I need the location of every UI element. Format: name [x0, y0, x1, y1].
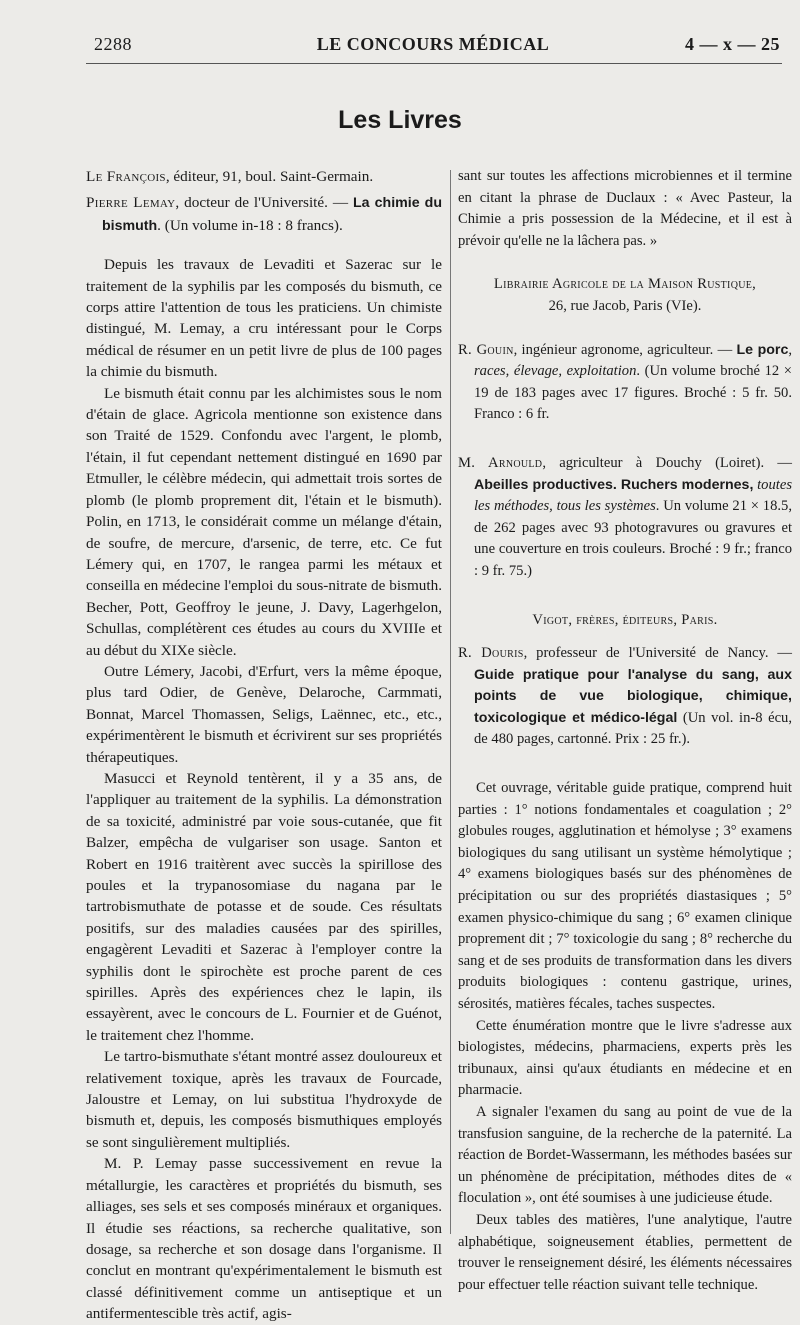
publisher-address: , éditeur, 91, boul. Saint-Germain.: [165, 168, 374, 185]
paragraph: M. P. Lemay passe successivement en revue la métallurgie, les caractères et propriétés du bismuth, ses alliages, ses sels et ses composés minéraux et organiques. Il étudie ses réactions, sa recherche qualitative, son dosage, sa recherche et son dosage dans l'organisme. Il conclut en montrant qu'expérimentalement le bismuth est classé définitivement comme un antiseptique et un antifermentescible très actif, agis-: [86, 1155, 442, 1323]
paragraph-continuation: sant sur toutes les affections microbiennes et il termine en citant la phrase de Duclaux : « Avec Pasteur, la Chimie a pris possession de la Médecine, et il est à prévoir qu'elle ne la lâchera pas. »: [458, 168, 792, 249]
paragraph: Depuis les travaux de Levaditi et Sazerac sur le traitement de la syphilis par les composés du bismuth, ce corps attire l'attention de tous les praticiens. Un chimiste distingué, M. Lemay, a cru intéressant pour le Corps médical de résumer en un petit livre de plus de 100 pages la chimie du bismuth.: [86, 256, 442, 381]
running-head: [86, 34, 780, 60]
paragraph: A signaler l'examen du sang au point de vue de la transfusion sanguine, de la recherche de la paternité. La réaction de Bordet-Wassermann, les méthodes basées sur un phénomène de précipitation, méthodes dites de « floculation », ont été soumises à une judicieuse étude.: [458, 1103, 792, 1207]
paragraph: Le bismuth était connu par les alchimistes sous le nom d'étain de glace. Agricola mentionne son existence dans son Traité de 1529. Confondu avec l'argent, le plomb, l'étain, il fut cependant nettement distingué en 1690 par Etmuller, le célèbre médecin, qui admettait trois sortes de plomb (le plomb proprement dit, l'étain et le bismuth). Polin, en 1713, le considérait comme un mélange d'étain, de soufre, de mercure, d'arsenic, de terre, etc. Ce fut Lémery qui, en 1707, le rangea parmi les métaux et conseilla en médecine l'emploi du sous-nitrate de bismuth. Becher, Pott, Geoffroy le jeune, J. Davy, Lagerhgelon, Schullas, complétèrent ces études au cours du XVIIIe et au début du XIXe siècle.: [86, 384, 442, 659]
paragraph: Le tartro-bismuthate s'étant montré assez douloureux et relativement toxique, après les travaux de Fourcade, Jaloustre et Lemay, on lui substitua l'hydroxyde de bismuth et, depuis, les composés bismuthiques employés se sont singulièrement multipliés.: [86, 1048, 442, 1151]
book-entry-porc: R. Gouin, ingénieur agronome, agriculteur. — Le porc, races, élevage, exploitation. (Un volume broché 12 × 19 de 183 pages avec 17 figures. Broché : 5 fr. 50. Franco : 6 fr.: [458, 341, 792, 423]
book-title: Guide pratique pour l'analyse du sang, aux points de vue biologique, chimique, toxicologique et médico-légal: [474, 666, 792, 726]
book-author-desc: , professeur de l'Université de Nancy. —: [523, 645, 792, 662]
journal-title: LE CONCOURS MÉDICAL: [316, 34, 550, 54]
book-details: . (Un volume broché 12 × 19 de 183 pages avec 17 figures. Broché : 5 fr. 50. Franco : 6 fr.: [474, 363, 792, 423]
book-details: . (Un volume in-18 : 8 francs).: [157, 216, 343, 234]
column-divider: [450, 170, 451, 1234]
header-rule: [86, 63, 782, 64]
book-entry-analyse-sang: [458, 643, 792, 751]
page-number: 2288: [94, 34, 132, 54]
book-details: . Un volume 21 × 18.5, de 262 pages avec 93 photogravures ou gravures et une couverture en trois couleurs. Broché : 9 fr.; franco : 9 fr. 75.): [474, 498, 792, 579]
paragraph: Cet ouvrage, véritable guide pratique, comprend huit parties : 1° notions fondamentales et coagulation ; 2° globules rouges, agglutination et hémolyse ; 3° examens biologiques du sang utilisant un système hémolytique ; 4° examens biologiques basés sur des phénomènes de précipitation ou sur des propriétés diastasiques ; 5° examen physico-chimique du sang ; 6° examen clinique proprement dit ; 7° toxicologie du sang ; 8° recherche du sang et de ses produits de transformation dans les divers produits biologiques : contenu gastrique, urines, sérosités, matières fécales, taches suspectes.: [458, 780, 792, 1012]
book-author-desc: , ingénieur agronome, agriculteur. —: [513, 341, 737, 358]
book-title: La chimie du bismuth: [102, 195, 442, 234]
left-column: [86, 166, 442, 1325]
book-subtitle: races, élevage, exploitation: [474, 363, 637, 380]
paragraph: Masucci et Reynold tentèrent, il y a 35 ans, de l'appliquer au traitement de la syphilis. La démonstration de sa toxicité, administré par voie sous-cutanée, que fit Balzer, empêcha de vulgariser son usage. Santon et Robert en 1916 traitèrent avec succès la spirillose des poules et la trypanosomiase du nagana par le tartrobismuthate de potasse et de soude. Ces résultats positifs, sur des maladies causées par des spirilles, engagèrent Levaditi et Sazerac à l'employer contre la syphilis dont le spirochète est proche parent de ces spirilles. Après des expériences chez le lapin, ils essayèrent, avec le concours de L. Fournier et de Guénot, le traitement chez l'homme.: [86, 769, 442, 1044]
book-details: (Un vol. in-8 écu, de 480 pages, cartonné. Prix : 25 fr.).: [474, 709, 792, 748]
book-subtitle: toutes les méthodes, tous les systèmes: [474, 476, 792, 515]
book-author: R. Gouin: [458, 341, 514, 358]
publisher-vigot: Vigot, frères, éditeurs, Paris.: [532, 611, 718, 628]
book-author-desc: , docteur de l'Université. —: [175, 194, 353, 212]
book-title: Abeilles productives. Ruchers modernes,: [474, 476, 754, 493]
book-author: Pierre Lemay: [86, 194, 176, 212]
publisher-le-francois: [86, 166, 442, 187]
book-entry-abeilles: [458, 453, 792, 583]
publisher-librairie-agricole: Librairie Agricole de la Maison Rustique,: [493, 276, 757, 293]
book-entry-chimie-bismuth: [86, 192, 442, 237]
book-title: Le porc: [736, 341, 789, 358]
book-author-desc: , agriculteur à Douchy (Loiret). —: [542, 454, 792, 471]
paragraph: Deux tables des matières, l'une analytique, l'autre alphabétique, soigneusement établies, permettent de trouver le renseignement désiré, les éléments nécessaires pour effectuer telle réaction suivant telle technique.: [458, 1211, 792, 1293]
publisher-address: 26, rue Jacob, Paris (VIe).: [548, 297, 702, 314]
book-author: M. Arnould: [458, 454, 543, 471]
paragraph: Cette énumération montre que le livre s'adresse aux biologistes, médecins, pharmaciens, experts près les tribunaux, ainsi qu'aux étudiants en médecine et en pharmacie.: [458, 1017, 792, 1099]
right-column: [458, 166, 792, 1296]
paragraph: Outre Lémery, Jacobi, d'Erfurt, vers la même époque, plus tard Odier, de Genève, Delaroche, Carmmati, Bonnat, Marcel Thomassen, Seligs, Laënnec, etc., etc., expérimentèrent le bismuth et écrivirent sur ses propriétés thérapeutiques.: [86, 662, 442, 766]
book-author: R. Douris: [458, 645, 524, 662]
publisher-name: Le François: [86, 168, 166, 185]
section-title: Les Livres: [338, 106, 462, 134]
issue-date: 4 — x — 25: [685, 34, 780, 54]
